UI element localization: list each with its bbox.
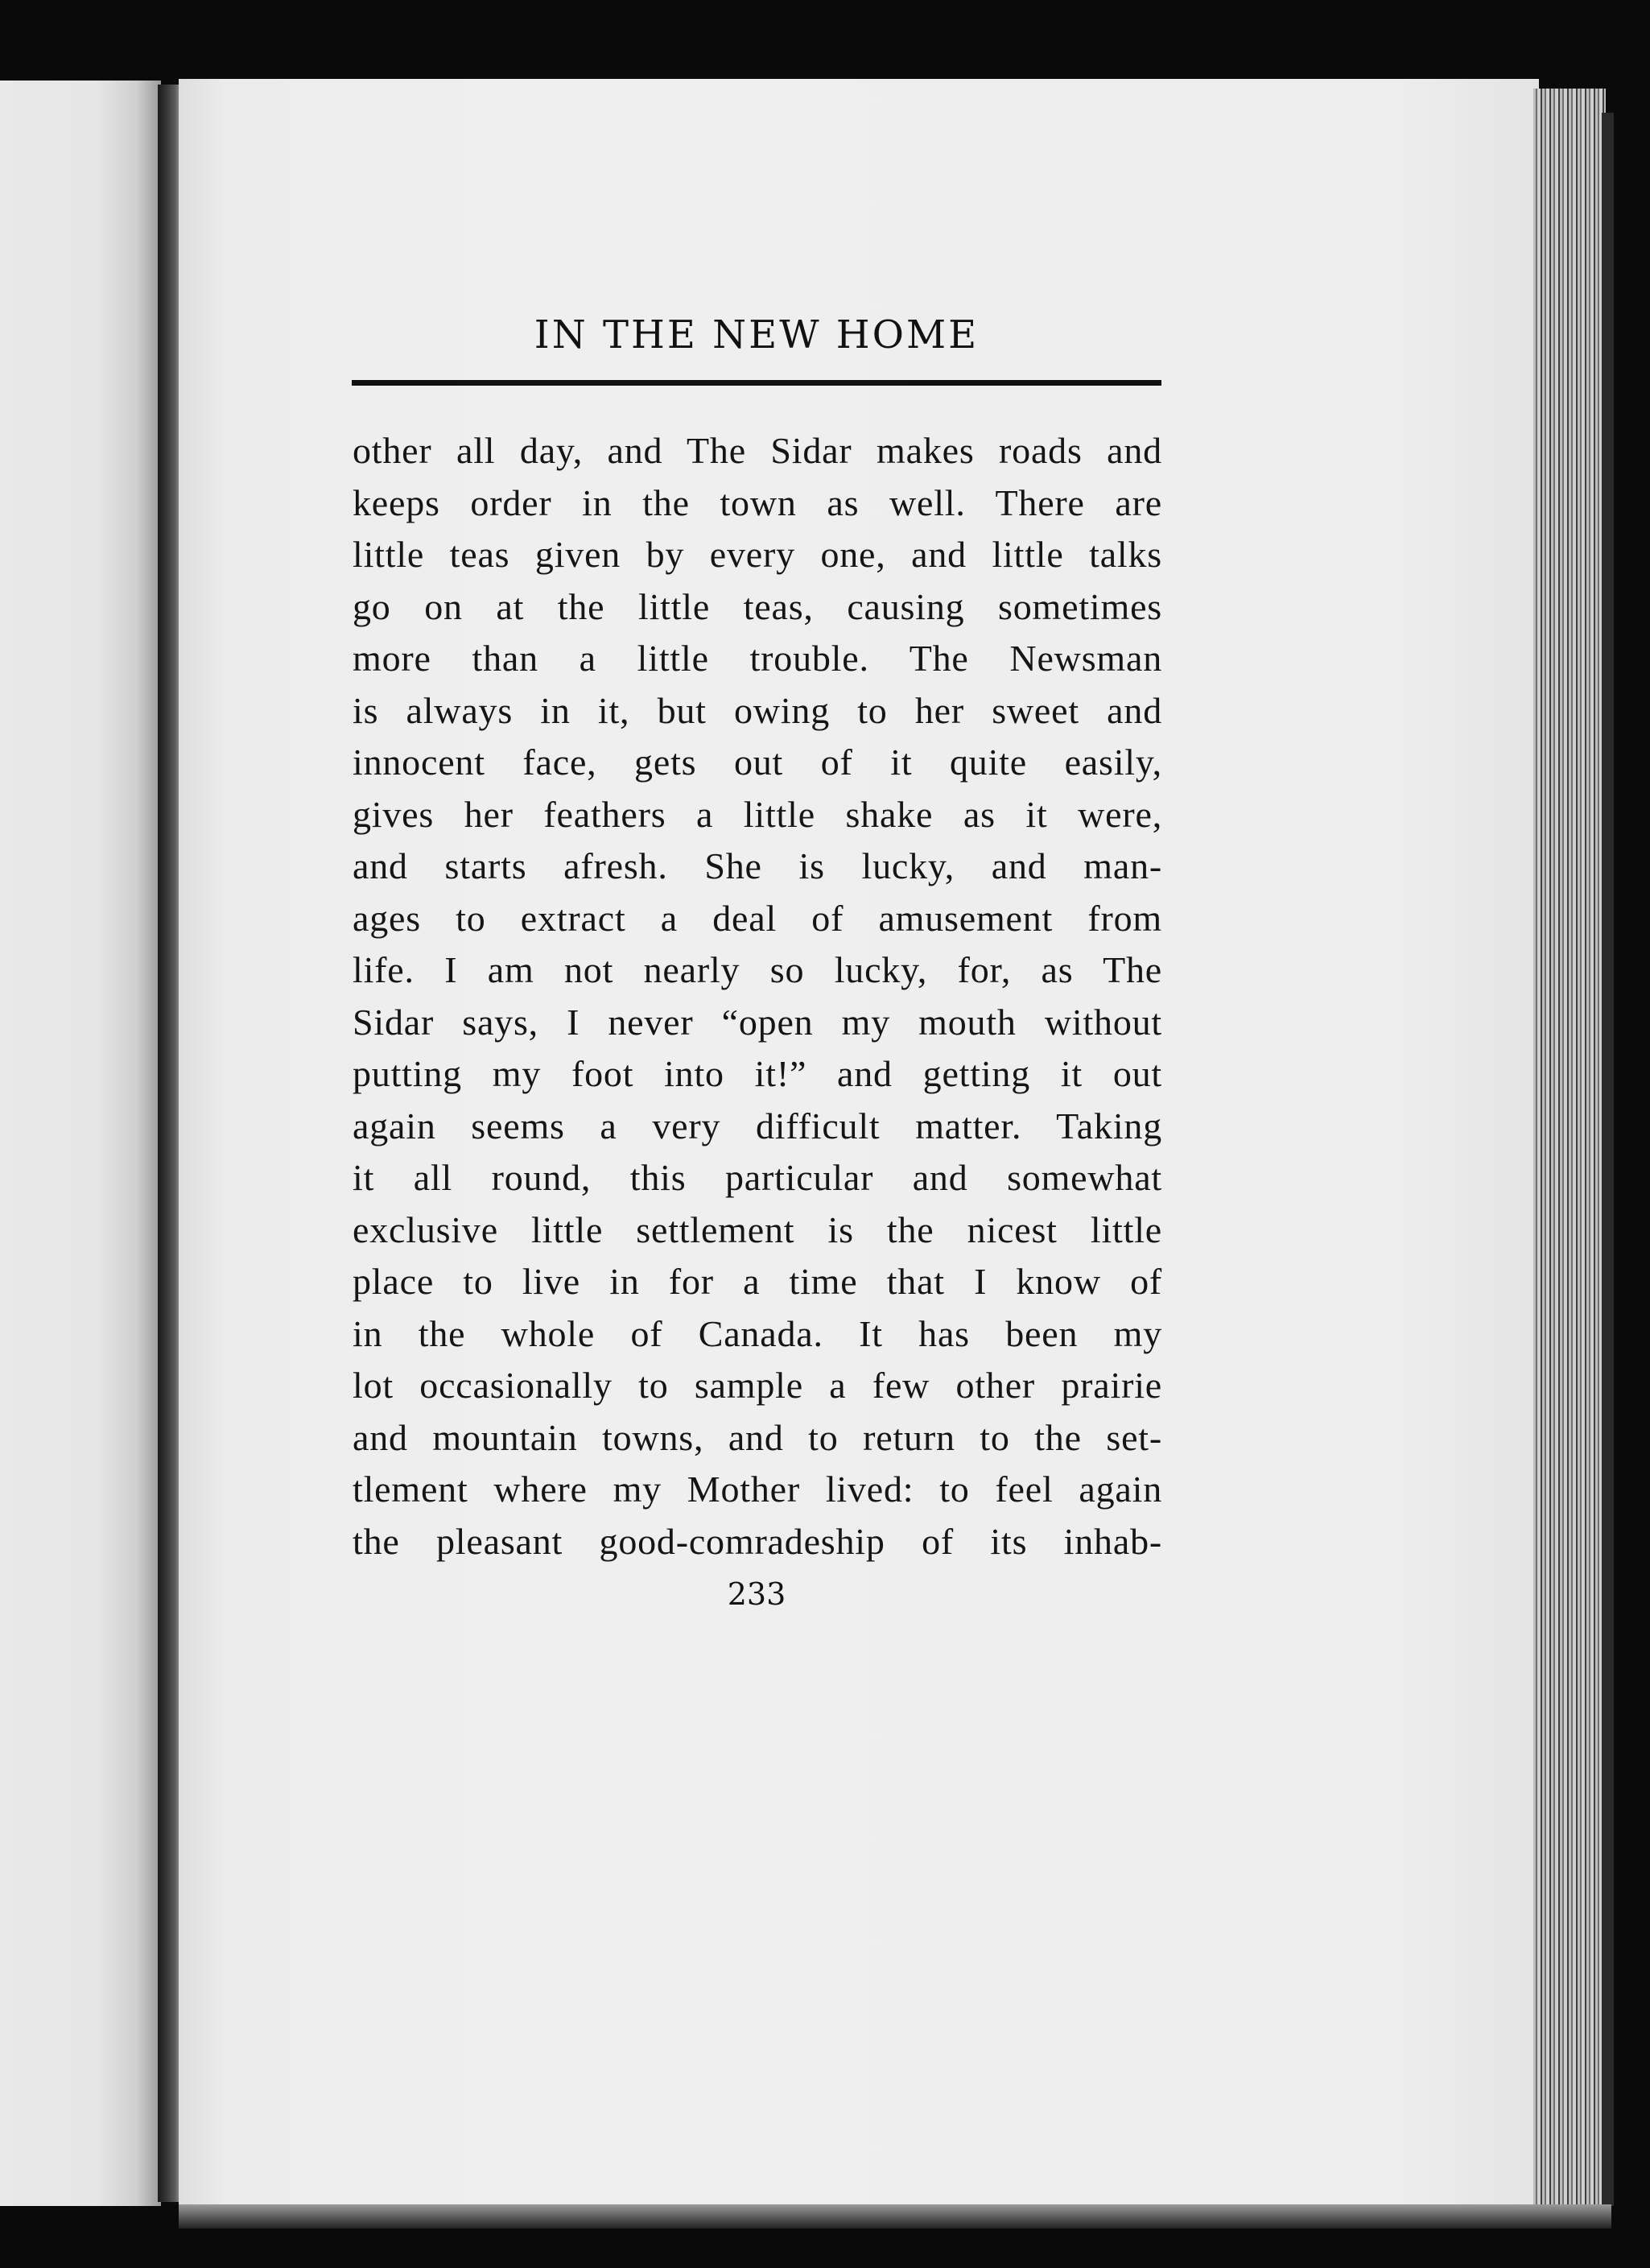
text-line: little teas given by every one, and little talks — [353, 534, 1162, 575]
text-line: life. I am not nearly so lucky, for, as The — [353, 949, 1162, 990]
text-line: putting my foot into it!” and getting it out — [353, 1053, 1162, 1094]
text-line: place to live in for a time that I know of — [353, 1261, 1162, 1302]
text-line: keeps order in the town as well. There are — [353, 481, 1162, 523]
page-stack-edge — [1533, 89, 1606, 2214]
text-line: again seems a very difficult matter. Taking — [353, 1105, 1162, 1146]
text-line: and mountain towns, and to return to the set- — [353, 1416, 1162, 1458]
text-line: and starts afresh. She is lucky, and man- — [353, 845, 1162, 886]
text-line: tlement where my Mother lived: to feel again — [353, 1469, 1162, 1510]
page-bottom-shadow — [179, 2204, 1611, 2229]
text-line: innocent face, gets out of it quite easily, — [353, 742, 1162, 783]
text-line: Sidar says, I never “open my mouth without — [353, 1001, 1162, 1043]
page-number: 233 — [727, 1576, 786, 1612]
text-line: ages to extract a deal of amusement from — [353, 897, 1162, 939]
text-line: lot occasionally to sample a few other prairie — [353, 1365, 1162, 1406]
text-line: it all round, this particular and somewhat — [353, 1157, 1162, 1198]
text-line: in the whole of Canada. It has been my — [353, 1312, 1162, 1354]
body-text — [353, 425, 1162, 1568]
text-line: exclusive little settlement is the nicest little — [353, 1208, 1162, 1250]
text-line: gives her feathers a little shake as it were, — [353, 793, 1162, 835]
text-line: more than a little trouble. The Newsman — [353, 638, 1162, 679]
text-line: the pleasant good-comradeship of its inhab- — [353, 1520, 1162, 1562]
left-facing-page-edge — [0, 81, 161, 2206]
running-head: IN THE NEW HOME — [534, 312, 980, 357]
page-edge-shadow — [1602, 113, 1614, 2206]
text-line: is always in it, but owing to her sweet and — [353, 689, 1162, 731]
header-rule — [352, 380, 1161, 386]
text-line: other all day, and The Sidar makes roads and — [353, 430, 1162, 471]
text-line: go on at the little teas, causing sometimes — [353, 585, 1162, 627]
